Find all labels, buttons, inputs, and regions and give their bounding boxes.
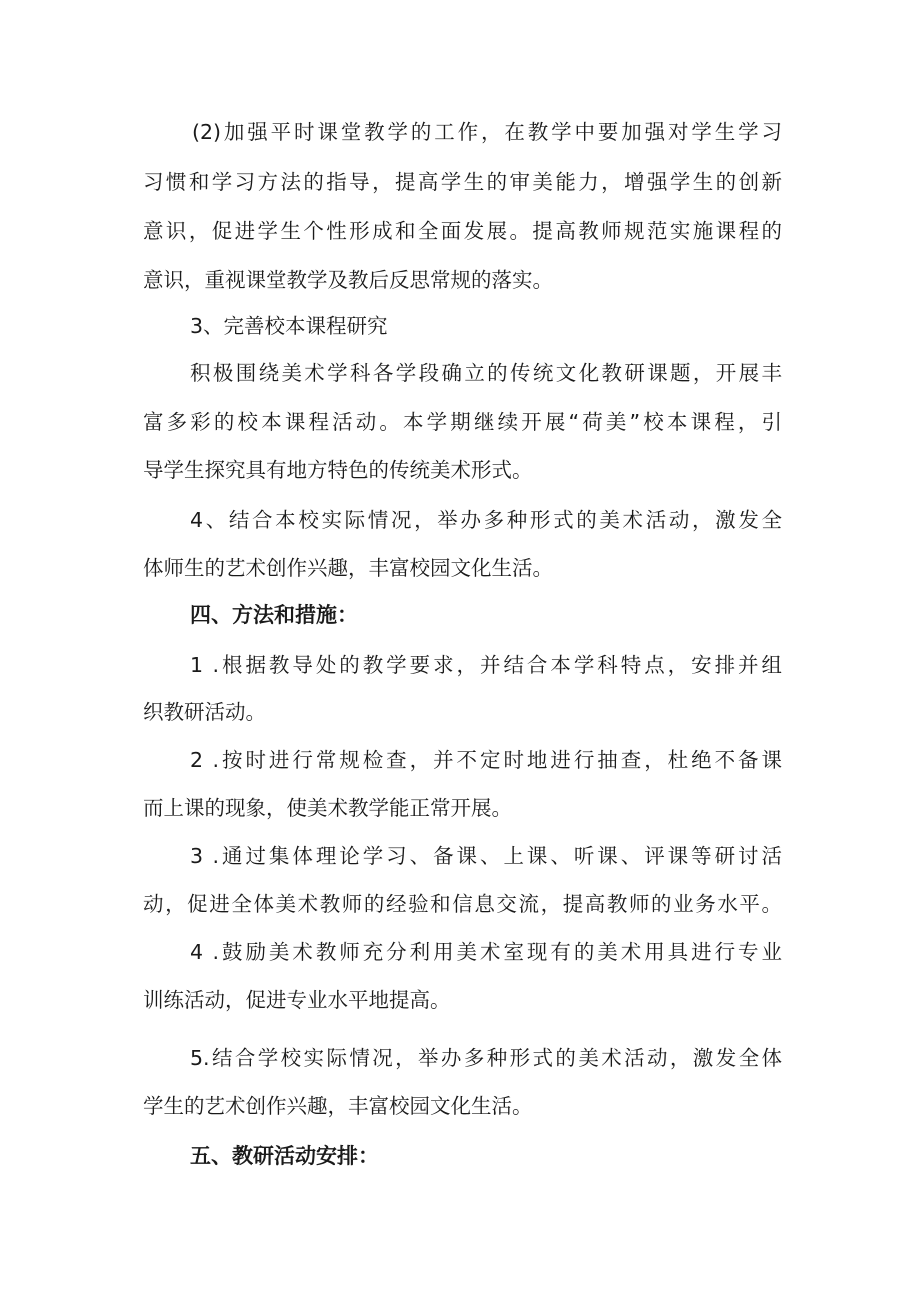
- paragraph-text: 富多彩的校本课程活动。本学期继续开展“荷美”校本课程，引: [143, 410, 782, 434]
- paragraph-line: [0, 402, 920, 442]
- paragraph-line: [0, 548, 920, 588]
- paragraph-line: [0, 836, 920, 876]
- heading-text: 四、方法和措施：: [190, 603, 358, 627]
- paragraph-line: [0, 211, 920, 251]
- paragraph-text: 织教研活动。: [143, 700, 266, 724]
- paragraph-line: [0, 260, 920, 300]
- paragraph-line: [0, 692, 920, 732]
- paragraph-line: [0, 740, 920, 780]
- paragraph-line: [0, 1038, 920, 1078]
- paragraph-text: 1 .根据教导处的教学要求，并结合本学科特点，安排并组: [190, 653, 782, 677]
- paragraph-text: 学生的艺术创作兴趣，丰富校园文化生活。: [143, 1094, 533, 1118]
- section-heading: [0, 1136, 920, 1176]
- heading-text: 五、教研活动安排：: [190, 1144, 379, 1168]
- paragraph-line: [0, 980, 920, 1020]
- paragraph-line: [0, 112, 920, 152]
- paragraph-line: [0, 1086, 920, 1126]
- paragraph-line: [0, 788, 920, 828]
- paragraph-text: 导学生探究具有地方特色的传统美术形式。: [143, 458, 533, 482]
- paragraph-text: 积极围绕美术学科各学段确立的传统文化教研课题，开展丰: [190, 361, 782, 385]
- section-heading: [0, 595, 920, 635]
- subheading-text: 3、完善校本课程研究: [190, 314, 388, 338]
- paragraph-text: 4、结合本校实际情况，举办多种形式的美术活动，激发全: [190, 508, 782, 532]
- paragraph-line: [0, 500, 920, 540]
- paragraph-text: 而上课的现象，使美术教学能正常开展。: [143, 796, 512, 820]
- paragraph-line: [0, 353, 920, 393]
- paragraph-line: [0, 884, 920, 924]
- paragraph-line: [0, 450, 920, 490]
- section-subheading: [0, 306, 920, 346]
- paragraph-line: [0, 162, 920, 202]
- paragraph-text: 4 .鼓励美术教师充分利用美术室现有的美术用具进行专业: [190, 940, 782, 964]
- paragraph-text: 训练活动，促进专业水平地提高。: [143, 988, 451, 1012]
- paragraph-text: 动，促进全体美术教师的经验和信息交流，提高教师的业务水平。: [143, 892, 782, 916]
- paragraph-text: (2)加强平时课堂教学的工作，在教学中要加强对学生学习: [192, 120, 782, 144]
- paragraph-text: 习惯和学习方法的指导，提高学生的审美能力，增强学生的创新: [143, 170, 782, 194]
- paragraph-line: [0, 645, 920, 685]
- paragraph-line: [0, 932, 920, 972]
- paragraph-text: 3 .通过集体理论学习、备课、上课、听课、评课等研讨活: [190, 844, 782, 868]
- paragraph-text: 2 .按时进行常规检查，并不定时地进行抽查，杜绝不备课: [190, 748, 782, 772]
- paragraph-text: 意识，促进学生个性形成和全面发展。提高教师规范实施课程的: [143, 219, 782, 243]
- paragraph-text: 5.结合学校实际情况，举办多种形式的美术活动，激发全体: [190, 1046, 782, 1070]
- paragraph-text: 意识，重视课堂教学及教后反思常规的落实。: [143, 268, 553, 292]
- paragraph-text: 体师生的艺术创作兴趣，丰富校园文化生活。: [143, 556, 553, 580]
